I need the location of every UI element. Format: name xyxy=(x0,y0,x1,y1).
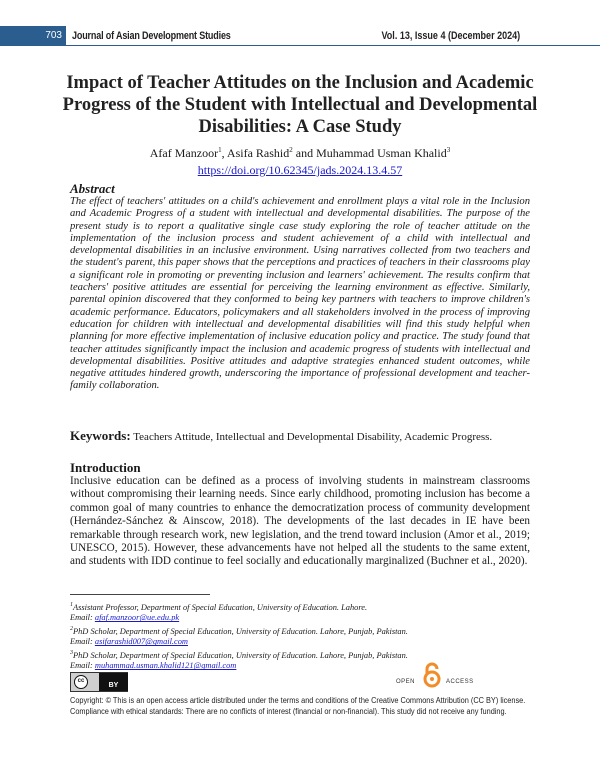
author-sup: 1 xyxy=(218,146,222,154)
header-rule xyxy=(0,45,600,46)
footnote-affiliation: PhD Scholar, Department of Special Education, University of Education. Lahore, Punjab, Pakistan. xyxy=(73,650,408,660)
abstract-heading: Abstract xyxy=(70,181,115,196)
author-sup: 3 xyxy=(446,146,451,154)
footnote-sup: 3 xyxy=(70,649,73,656)
author-sup: 2 xyxy=(289,146,293,154)
footnote-email-line xyxy=(70,613,540,624)
footnote-item xyxy=(70,600,540,613)
email-link[interactable]: muhammad.usman.khalid121@gmail.com xyxy=(94,661,237,671)
open-lock-icon xyxy=(422,662,442,688)
volume-issue: Vol. 13, Issue 4 (December 2024) xyxy=(381,30,520,42)
introduction-text: Inclusive education can be defined as a process of involving students in mainstream classrooms without compromising their learning needs. Since early childhood, promoting inclusion has become a common goal of many countries to enhance the democratization process of community development (Hernández-Sánchez & Ainscow, 2018). The developments of the last decades in IE have been remarkable through research work, new legislation, and the trend toward inclusion (Amor et al., 2019; UNESCO, 2015). However, these advancements have not helped all the students to the same extent, and students with IDD continue to feel socially and educationally marginalized (Buchner et al., 2020). xyxy=(70,475,530,568)
license-line: Copyright: © This is an open access article distributed under the terms and conditions of the Creative Commons Attribution (CC BY) license. xyxy=(70,696,526,705)
author-separator: and xyxy=(292,146,317,160)
running-header xyxy=(0,26,600,46)
cc-icon: cc xyxy=(74,675,88,689)
open-access-left: OPEN xyxy=(396,679,416,685)
abstract-text: The effect of teachers' attitudes on a child's achievement and enrollment plays a vital role in the Inclusion and Academic Progress of a student with intellectual and developmental disabilities. The purpose of the present study is to report a qualitative single case study exploring the role of teacher attitude on the implementation of the inclusion process and student achievement of a child with intellectual and developmental disabilities in an inclusive environment. Using narratives collected from two teachers and the student's parent, this paper shows that the perceptions and practices of teachers in their classrooms play a significant role in promoting or preventing inclusion and learners' achievement. The results confirm that teachers' positive attitudes are essential for perceiving the learning environment as effective. Similarly, parental opinion discovered that they conformed to being key partners with teachers to improve children's academic performance. Educators, policymakers and all stakeholders involved in the process of improving education for children with intellectual and developmental disabilities will find this study helpful when planning for more effective implementation of inclusive education policy and practice. The study found that teacher attitudes significantly impact the inclusion and academic progress of students with intellectual and developmental disabilities. Positive attitudes and adaptive strategies enhanced student outcomes, while negative attitudes hindered growth, underscoring the importance of professional development and teacher-family collaboration. xyxy=(70,196,530,392)
email-label: Email: xyxy=(70,637,95,647)
open-access-logo xyxy=(396,662,506,692)
author-name: Afaf Manzoor xyxy=(149,146,219,160)
author-name: Asifa Rashid xyxy=(226,146,290,160)
email-link[interactable]: asifarashid007@gmail.com xyxy=(94,637,188,647)
footnote-item xyxy=(70,624,540,637)
email-link[interactable]: afaf.manzoor@ue.edu.pk xyxy=(94,613,180,623)
keywords-text: Teachers Attitude, Intellectual and Developmental Disability, Academic Progress. xyxy=(130,431,493,443)
footnote-sup: 2 xyxy=(70,625,73,632)
introduction-heading: Introduction xyxy=(70,460,141,475)
author-name: Muhammad Usman Khalid xyxy=(316,146,447,160)
open-access-right: ACCESS xyxy=(446,679,474,685)
footnote-affiliation: Assistant Professor, Department of Special Education, University of Education. Lahore. xyxy=(73,602,368,612)
cc-by-badge[interactable] xyxy=(70,672,128,692)
ethics-line: Compliance with ethical standards: There are no conflicts of interest (financial or non-financial). This study did not receive any funding. xyxy=(70,707,507,716)
footnote-email-line xyxy=(70,637,540,648)
author-separator: , xyxy=(221,146,227,160)
email-label: Email: xyxy=(70,661,95,671)
paper-title: Impact of Teacher Attitudes on the Inclusion and Academic Progress of the Student with Intellectual and Developmental Disabilities: A Case Study xyxy=(62,73,538,137)
email-label: Email: xyxy=(70,613,95,623)
footnote-sup: 1 xyxy=(70,602,73,608)
journal-name: Journal of Asian Development Studies xyxy=(72,30,231,42)
footnote-affiliation: PhD Scholar, Department of Special Education, University of Education. Lahore, Punjab, Pakistan. xyxy=(73,626,408,636)
author-list xyxy=(60,146,540,161)
footnote-item xyxy=(70,648,540,661)
doi xyxy=(60,163,540,178)
footnote-divider xyxy=(70,594,210,595)
by-label: BY xyxy=(99,673,128,691)
keywords-label: Keywords: xyxy=(70,428,131,443)
keywords xyxy=(70,428,540,444)
doi-link[interactable]: https://doi.org/10.62345/jads.2024.13.4.57 xyxy=(197,163,403,177)
page-number: 703 xyxy=(0,26,66,46)
license-statement xyxy=(70,695,526,717)
